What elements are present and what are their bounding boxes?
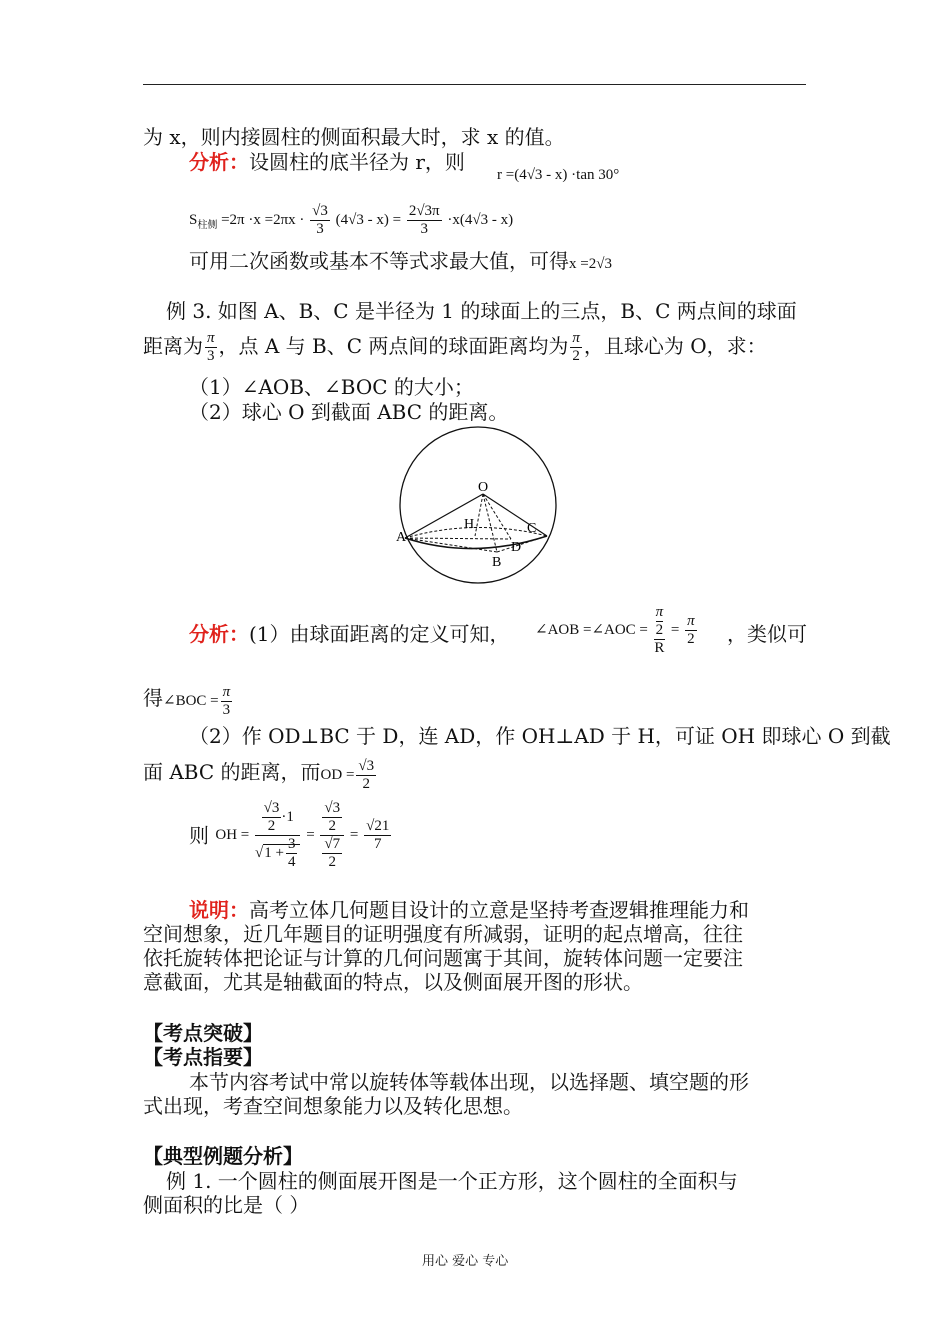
- s-subscript: 柱侧: [197, 219, 218, 231]
- section-text-line2: 式出现，考查空间想象能力以及转化思想。: [143, 1094, 523, 1118]
- numerator: [654, 604, 666, 640]
- s-eq3: ·x(4√3 - x): [447, 211, 514, 228]
- segment-OH: [475, 494, 483, 536]
- sqrt21-over-7: [364, 818, 391, 853]
- section-heading-dianxing-liti: 【典型例题分析】: [143, 1144, 303, 1168]
- segment-OD: [483, 494, 511, 539]
- eq-sign: =: [349, 826, 359, 843]
- segment-OB: [483, 494, 497, 552]
- fraction-pi-over-2: [685, 613, 697, 648]
- od-eq: OD =: [320, 766, 355, 783]
- numerator: [255, 800, 300, 836]
- numerator: √3: [312, 203, 328, 219]
- line2-part-b: ，点 A 与 B、C 两点间的球面距离均为: [218, 334, 569, 358]
- fraction-sqrt3-over-3: [310, 203, 330, 238]
- denominator: 3: [316, 221, 324, 237]
- fraction-sqrt3-over-2: [356, 758, 376, 793]
- header-rule: [143, 84, 806, 85]
- segment-AD: [405, 538, 511, 539]
- denominator: 7: [373, 836, 382, 852]
- oh-line: [189, 800, 393, 871]
- radicand: [263, 836, 300, 870]
- pi-symbol: π: [207, 330, 215, 346]
- numerator: √21: [366, 818, 390, 834]
- d: 2: [267, 818, 276, 834]
- note-label: 说明：: [189, 898, 249, 922]
- formula-s: [189, 203, 513, 238]
- analysis-3-line1: [189, 622, 510, 646]
- pi-symbol: π: [222, 684, 231, 700]
- sqrt7-over-2: [322, 836, 342, 871]
- denominator: [320, 836, 344, 871]
- text-od-intro: 面 ABC 的距离，而: [143, 759, 321, 784]
- note-line2: 空间想象，近几年题目的证明强度有所减弱，证明的起点增高，往往: [143, 922, 743, 946]
- oh-formula: [215, 800, 393, 870]
- label-B: B: [492, 555, 502, 570]
- analysis-3-line3: （2）作 OD⊥BC 于 D，连 AD，作 OH⊥AD 于 H，可证 OH 即球心 O 到截: [189, 724, 891, 748]
- text-ze: 则: [189, 823, 209, 848]
- denominator: 2: [687, 631, 695, 647]
- numerator: [685, 613, 697, 631]
- example-1-line1: 例 1. 一个圆柱的侧面展开图是一个正方形，这个圆柱的全面积与: [166, 1169, 738, 1193]
- boc-formula: [163, 684, 234, 718]
- formula-r: r =(4√3 - x) ·tan 30°: [497, 167, 620, 183]
- one-plus: 1 +: [264, 844, 284, 861]
- three-quarters: [286, 836, 298, 871]
- example-3-line2: [143, 330, 767, 365]
- example-1-line2: 侧面积的比是（ ）: [143, 1193, 310, 1217]
- pi-symbol: π: [572, 330, 580, 346]
- label-H: H: [464, 517, 475, 532]
- section-text-line1: 本节内容考试中常以旋转体等载体出现，以选择题、填空题的形: [189, 1070, 749, 1094]
- denominator: √1 + $\frac{3}{4}$: [255, 836, 300, 871]
- od-formula: [320, 758, 379, 792]
- fraction-pi-over-2: [570, 330, 582, 365]
- n: √3: [324, 800, 341, 816]
- note-line1: [189, 898, 749, 922]
- question-1: （1）∠AOB、∠BOC 的大小；: [189, 375, 474, 399]
- note-line3: 依托旋转体把论证与计算的几何问题寓于其间，旋转体问题一定要注: [143, 946, 743, 970]
- d: 4: [287, 854, 296, 870]
- s-symbol: S: [189, 211, 198, 228]
- inner-fraction: [656, 604, 664, 639]
- denominator: 3: [420, 221, 428, 237]
- eq-sign: =: [306, 826, 315, 843]
- dot-one: ·1: [281, 808, 294, 825]
- label-A: A: [396, 530, 407, 545]
- n: √3: [263, 800, 280, 816]
- analysis-3-line4: [143, 758, 378, 793]
- numerator: [221, 684, 233, 702]
- numerator: 2√3π: [408, 203, 440, 219]
- question-2: （2）球心 O 到截面 ABC 的距离。: [189, 400, 509, 424]
- conclusion-text: 可用二次函数或基本不等式求最大值，可得: [189, 249, 569, 273]
- d: 2: [328, 854, 337, 870]
- analysis-1-line: [189, 150, 465, 174]
- sphere-figure: [395, 422, 565, 592]
- fraction-2sqrt3pi-over-3: [407, 203, 442, 238]
- angle-eq: ∠AOB =∠AOC =: [535, 621, 648, 638]
- oh-fraction-2: [320, 800, 344, 871]
- section-heading-kaodian-tupo: 【考点突破】: [143, 1021, 263, 1045]
- example-3-line1: 例 3. 如图 A、B、C 是半径为 1 的球面上的三点，B、C 两点间的球面: [166, 299, 797, 323]
- page-footer: 用心 爱心 专心: [422, 1254, 509, 1269]
- line2-part-c: ，且球心为 O，求：: [583, 334, 767, 358]
- inner-denominator: 2: [655, 622, 664, 638]
- result-formula: x =2√3: [569, 256, 612, 272]
- s-eq2: (4√3 - x) =: [335, 211, 402, 228]
- note-line4: 意截面，尤其是轴截面的特点，以及侧面展开图的形状。: [143, 970, 643, 994]
- oh-fraction-1: [255, 800, 300, 871]
- text-de: 得: [143, 685, 163, 710]
- d: 2: [328, 818, 337, 834]
- s-eq1: =2π ·x =2πx ·: [221, 211, 305, 228]
- oh-eq: OH =: [215, 826, 250, 843]
- inner-numerator: [656, 604, 664, 621]
- sphere-outline: [400, 427, 556, 583]
- pi-symbol: π: [655, 604, 664, 620]
- analysis-3-line2: [143, 684, 234, 719]
- line2-part-a: 距离为: [143, 334, 203, 358]
- fraction-pi-over-3: [205, 330, 217, 365]
- numerator: [570, 330, 582, 347]
- analysis-text: 设圆柱的底半径为 r，则: [249, 150, 465, 174]
- n: √7: [324, 836, 341, 852]
- label-O: O: [478, 480, 489, 495]
- denominator: 2: [570, 347, 582, 365]
- analysis-label: 分析：: [189, 150, 249, 174]
- angle-formula: [535, 604, 699, 657]
- analysis-text: (1）由球面距离的定义可知，: [249, 622, 510, 646]
- eq-sign: =: [670, 621, 680, 638]
- denominator: R: [654, 640, 665, 656]
- text-line: 为 x，则内接圆柱的侧面积最大时，求 x 的值。: [143, 125, 565, 149]
- sqrt3-over-2: [322, 800, 342, 835]
- fraction-pi-over-3: [221, 684, 233, 719]
- section-heading-kaodian-zhiyao: 【考点指要】: [143, 1045, 263, 1069]
- n: 3: [287, 836, 296, 852]
- boc-eq: ∠BOC =: [163, 692, 219, 709]
- denominator: 2: [362, 776, 371, 792]
- label-D: D: [511, 540, 522, 555]
- segment-AB: [405, 538, 497, 552]
- analysis-1-conclusion: [189, 249, 612, 276]
- denominator: 3: [205, 347, 217, 365]
- label-C: C: [527, 521, 537, 536]
- numerator: [320, 800, 344, 836]
- sqrt3-over-2: [262, 800, 282, 835]
- numerator: [205, 330, 217, 347]
- compound-fraction: [654, 604, 666, 657]
- analysis-label: 分析：: [189, 622, 249, 646]
- pi-symbol: π: [687, 613, 695, 629]
- numerator: √3: [358, 758, 375, 774]
- analysis-3-line1-end: ，类似可: [727, 622, 807, 646]
- denominator: 3: [222, 702, 231, 718]
- note-text: 高考立体几何题目设计的立意是坚持考查逻辑推理能力和: [249, 898, 749, 922]
